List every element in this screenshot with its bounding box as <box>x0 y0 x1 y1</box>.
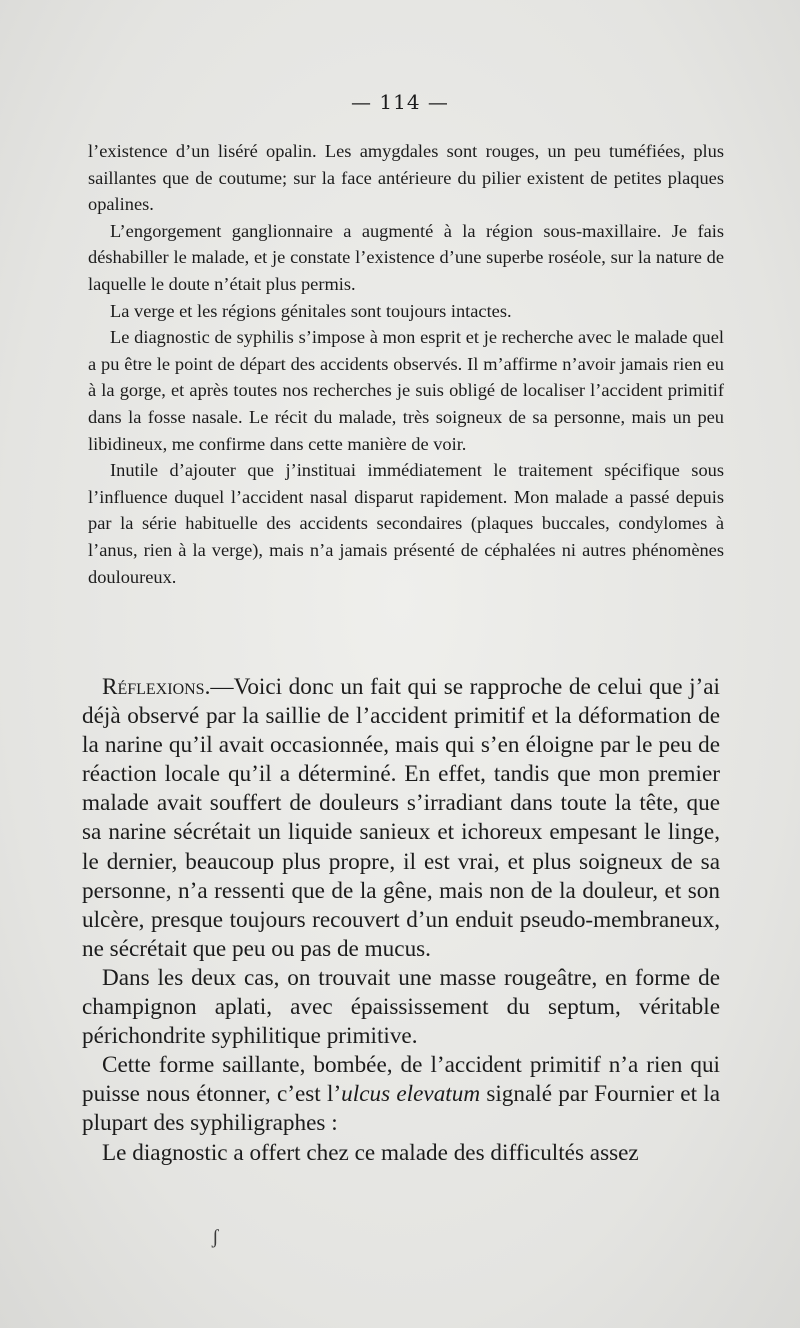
reflexions-block <box>82 673 720 1168</box>
text-span: Cette forme saillante, bombée, de l’accident primitif n’a rien qui puisse nous étonner, c’est l’ <box>82 1052 720 1108</box>
reflexions-paragraph <box>82 673 720 964</box>
reflexions-text: —Voici donc un fait qui se rapproche de celui que j’ai déjà observé par la saillie de l’accident primitif et la déformation de la narine qu’il avait occasionnée, mais qui s’en éloigne par le peu de réaction locale qu’il a déterminé. En effet, tandis que mon premier malade avait souffert de douleurs s’irradiant dans toute la tête, que sa narine sécrétait un liquide sanieux et ichoreux empesant le linge, le dernier, beaucoup plus propre, il est vrai, et plus soigneux de sa personne, n’a ressenti que de la gêne, mais non de la douleur, et son ulcère, presque toujours recouvert d’un enduit pseudo-membraneux, ne sécrétait que peu ou pas de mucus. <box>82 674 720 962</box>
paragraph <box>82 1051 720 1138</box>
italic-term: ulcus elevatum <box>341 1081 481 1108</box>
paragraph: La verge et les régions génitales sont toujours intactes. <box>110 300 512 321</box>
paragraph: Inutile d’ajouter que j’instituai immédiatement le traitement spécifique sous l’influence duquel l’accident nasal disparut rapidement. Mon malade a passé depuis par la série habituelle des accidents secondaires (plaques buccales, condylomes à l’anus, rien à la verge), mais n’a jamais présenté de céphalées ni autres phénomènes douloureux. <box>88 460 724 587</box>
text-span: signalé par Fournier et la plupart des syphiligraphes : <box>82 1081 721 1137</box>
paragraph: Dans les deux cas, on trouvait une masse rougeâtre, en forme de champignon aplati, avec épaississement du septum, véritable périchondrite syphilitique primitive. <box>82 964 720 1050</box>
reflexions-heading: Réflexions. <box>102 674 211 700</box>
paragraph: l’existence d’un liséré opalin. Les amygdales sont rouges, un peu tuméfiées, plus saillantes que de coutume; sur la face antérieure du pilier existent de petites plaques opalines. <box>88 141 724 215</box>
paragraph: Le diagnostic de syphilis s’impose à mon esprit et je recherche avec le malade quel a pu être le point de départ des accidents observés. Il m’affirme n’avoir jamais rien eu à la gorge, et après toutes nos recherches je suis obligé de localiser l’accident primitif dans la fosse nasale. Le récit du malade, très soigneux de sa personne, mais un peu libidineux, me confirme dans cette manière de voir. <box>88 327 724 454</box>
ink-mark: ʃ <box>212 1226 219 1248</box>
case-text-block <box>88 138 724 590</box>
paragraph: L’engorgement ganglionnaire a augmenté à la région sous-maxillaire. Je fais déshabiller le malade, et je constate l’existence d’une superbe roséole, sur la nature de laquelle le doute n’était plus permis. <box>88 220 724 294</box>
page-number: — 114 — <box>351 90 449 114</box>
paragraph: Le diagnostic a offert chez ce malade des difficultés assez <box>102 1139 639 1166</box>
